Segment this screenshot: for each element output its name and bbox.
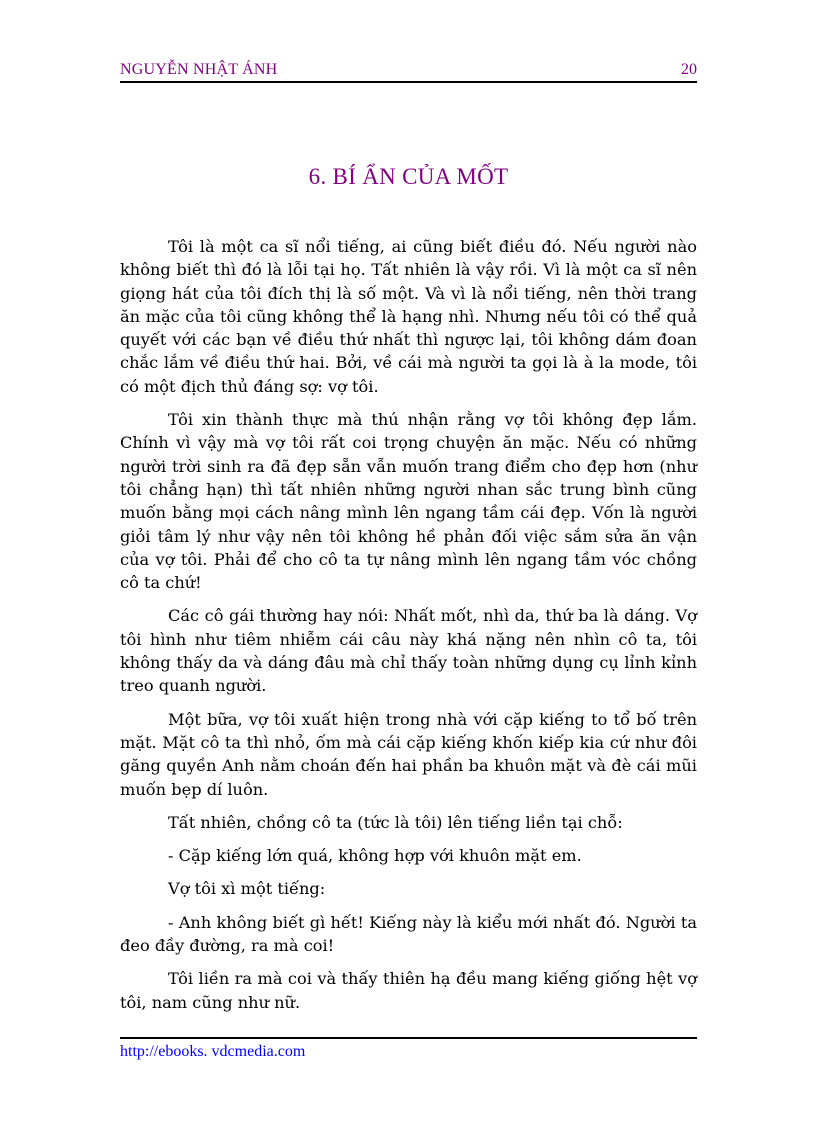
- footer-website-link[interactable]: http://ebooks. vdcmedia.com: [120, 1043, 306, 1060]
- paragraph: Tôi xin thành thực mà thú nhận rằng vợ tôi không đẹp lắm. Chính vì vậy mà vợ tôi rất coi trọng chuyện ăn mặc. Nếu có những người trời sinh ra đã đẹp sẵn vẫn muốn trang điểm cho đẹp hơn (như tôi chẳng hạn) thì tất nhiên những người nhan sắc trung bình cũng muốn bằng mọi cách nâng mình lên ngang tầm cái đẹp. Vốn là người giỏi tâm lý như vậy nên tôi không hề phản đối việc sắm sửa ăn vận của vợ tôi. Phải để cho cô ta tự nâng mình lên ngang tầm vóc chồng cô ta chứ!: [120, 410, 697, 593]
- paragraph: Tất nhiên, chồng cô ta (tức là tôi) lên tiếng liền tại chỗ:: [168, 812, 623, 832]
- page-number: 20: [681, 61, 697, 78]
- paragraph: Tôi là một ca sĩ nổi tiếng, ai cũng biết điều đó. Nếu người nào không biết thì đó là lỗi tại họ. Tất nhiên là vậy rồi. Vì là một ca sĩ nên giọng hát của tôi đích thị là số một. Và vì là nổi tiếng, nên thời trang ăn mặc của tôi cũng không thể là hạng nhì. Nhưng nếu tôi có thể quả quyết với các bạn về điều thứ nhất thì ngược lại, tôi không dám đoan chắc lắm về điều thứ hai. Bởi, về cái mà người ta gọi là à la mode, tôi có một địch thủ đáng sợ: vợ tôi.: [120, 237, 697, 396]
- chapter-body: [120, 235, 697, 1024]
- header-author: NGUYỄN NHẬT ÁNH: [120, 61, 278, 78]
- paragraph: Một bữa, vợ tôi xuất hiện trong nhà với cặp kiếng to tổ bố trên mặt. Mặt cô ta thì nhỏ, ốm mà cái cặp kiếng khốn kiếp kia cứ như đôi găng quyền Anh nằm choán đến hai phần ba khuôn mặt và đè cái mũi muốn bẹp dí luôn.: [120, 709, 697, 799]
- page-header: [120, 61, 697, 83]
- paragraph: Các cô gái thường hay nói: Nhất mốt, nhì da, thứ ba là dáng. Vợ tôi hình như tiêm nhiễm cái câu này khá nặng nên nhìn cô ta, tôi không thấy da và dáng đâu mà chỉ thấy toàn những dụng cụ lỉnh kỉnh treo quanh người.: [120, 606, 697, 696]
- paragraph: Vợ tôi xì một tiếng:: [168, 879, 326, 899]
- paragraph: - Anh không biết gì hết! Kiếng này là kiểu mới nhất đó. Người ta đeo đầy đường, ra mà coi!: [120, 912, 697, 956]
- chapter-title: 6. BÍ ẨN CỦA MỐT: [308, 164, 509, 189]
- paragraph: Tôi liền ra mà coi và thấy thiên hạ đều mang kiếng giống hệt vợ tôi, nam cũng như nữ.: [120, 969, 697, 1012]
- footer-divider: [120, 1037, 697, 1039]
- paragraph: - Cặp kiếng lớn quá, không hợp với khuôn mặt em.: [168, 846, 582, 866]
